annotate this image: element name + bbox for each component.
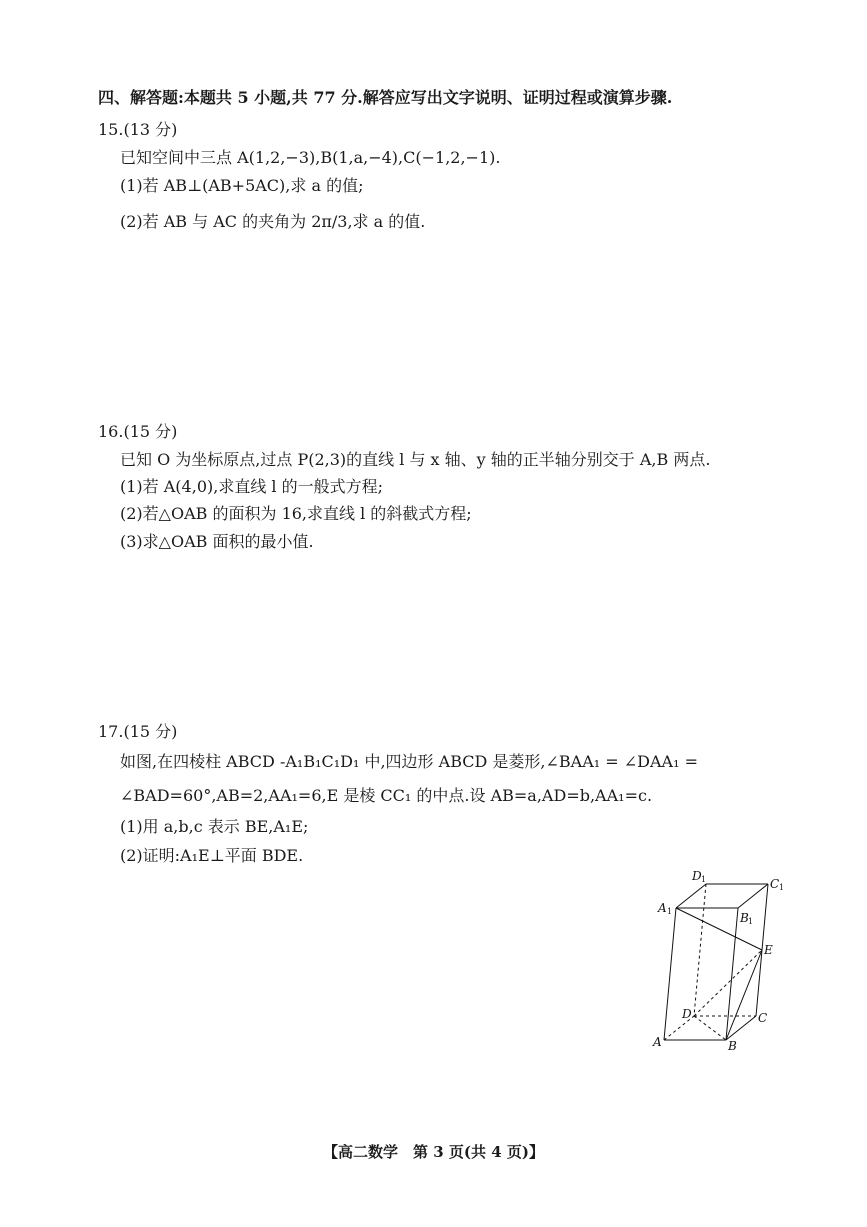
section-header: 四、解答题:本题共 5 小题,共 77 分.解答应写出文字说明、证明过程或演算步骤. xyxy=(98,88,673,107)
q15-number: 15.(13 分) xyxy=(98,120,178,139)
q16-part3: (3)求△OAB 面积的最小值. xyxy=(120,532,314,551)
q17-part2: (2)证明:A₁E⊥平面 BDE. xyxy=(120,846,304,865)
q15-stem: 已知空间中三点 A(1,2,−3),B(1,a,−4),C(−1,2,−1). xyxy=(120,148,501,167)
q17-part1: (1)用 a,b,c 表示 BE,A₁E; xyxy=(120,817,309,836)
edge-a-a1 xyxy=(664,908,676,1040)
label-d1: D xyxy=(692,869,702,883)
label-d: D xyxy=(682,1007,692,1021)
q17-stem-line1: 如图,在四棱柱 ABCD -A₁B₁C₁D₁ 中,四边形 ABCD 是菱形,∠BAA₁ = ∠DAA₁ = xyxy=(120,752,699,771)
label-c: C xyxy=(758,1011,768,1025)
q16-part2: (2)若△OAB 的面积为 16,求直线 l 的斜截式方程; xyxy=(120,504,472,523)
q15-part2: (2)若 AB 与 AC 的夹角为 2π/3,求 a 的值. xyxy=(120,212,426,231)
q17-number: 17.(15 分) xyxy=(98,722,178,741)
label-c1-sub: 1 xyxy=(779,883,785,892)
prism-diagram xyxy=(648,866,788,1056)
segment-d-e-hidden xyxy=(694,950,762,1016)
prism-figure xyxy=(648,866,788,1060)
q16-part1: (1)若 A(4,0),求直线 l 的一般式方程; xyxy=(120,477,384,496)
edge-a1-d1 xyxy=(676,884,706,908)
q16-stem: 已知 O 为坐标原点,过点 P(2,3)的直线 l 与 x 轴、y 轴的正半轴分别交于 A,B 两点. xyxy=(120,450,711,469)
edge-c1-b1 xyxy=(738,884,768,908)
segment-d-b-hidden xyxy=(694,1016,726,1040)
label-b: B xyxy=(728,1039,737,1053)
label-d1-sub: 1 xyxy=(701,875,707,884)
label-e: E xyxy=(764,943,773,957)
label-a: A xyxy=(653,1035,662,1049)
q15-part1: (1)若 AB⊥(AB+5AC),求 a 的值; xyxy=(120,176,364,195)
page-footer: 【高二数学 第 3 页(共 4 页)】 xyxy=(323,1143,544,1161)
edge-d-d1-hidden xyxy=(694,884,706,1016)
label-b1: B xyxy=(740,911,749,925)
segment-a1-e xyxy=(676,908,762,950)
q16-number: 16.(15 分) xyxy=(98,422,178,441)
label-c1: C xyxy=(770,877,780,891)
edge-b-b1 xyxy=(726,908,738,1040)
label-a1: A xyxy=(658,901,667,915)
label-b1-sub: 1 xyxy=(748,917,754,926)
label-a1-sub: 1 xyxy=(667,907,673,916)
q17-stem-line2: ∠BAD=60°,AB=2,AA₁=6,E 是棱 CC₁ 的中点.设 AB=a,AD=b,AA₁=c. xyxy=(120,786,653,805)
segment-e-b xyxy=(726,950,762,1040)
